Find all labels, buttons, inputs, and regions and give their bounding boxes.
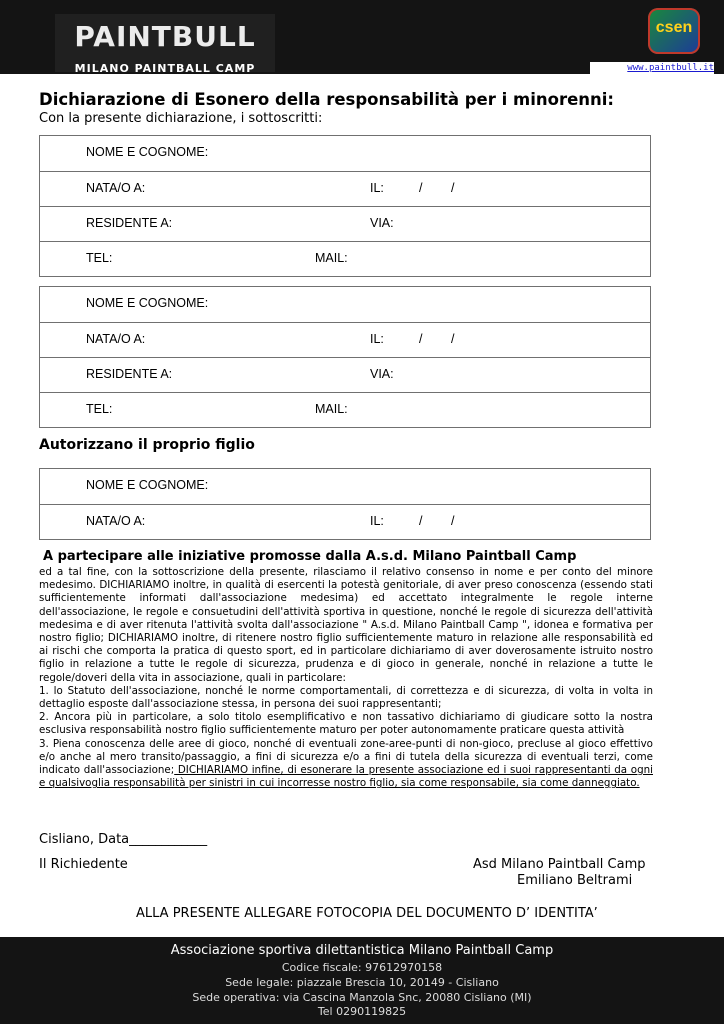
csen-logo-text: csen bbox=[655, 19, 693, 36]
name-row[interactable] bbox=[40, 136, 650, 171]
date-separator: / bbox=[451, 332, 455, 346]
residence-label: RESIDENTE A: bbox=[86, 367, 173, 381]
phone-label: TEL: bbox=[86, 251, 113, 265]
name-row[interactable] bbox=[40, 287, 650, 322]
street-label: VIA: bbox=[370, 216, 394, 230]
footer-legal-address: Sede legale: piazzale Brescia 10, 20149 - Cisliano bbox=[225, 976, 499, 989]
birthplace-label: NATA/O A: bbox=[86, 181, 146, 195]
authorize-heading: Autorizzano il proprio figlio bbox=[39, 437, 255, 453]
email-label: MAIL: bbox=[315, 402, 348, 416]
attach-note: ALLA PRESENTE ALLEGARE FOTOCOPIA DEL DOCUMENTO D’ IDENTITA’ bbox=[136, 906, 598, 921]
residence-label: RESIDENTE A: bbox=[86, 216, 173, 230]
signer-name: Emiliano Beltrami bbox=[517, 873, 633, 888]
residence-row[interactable] bbox=[40, 357, 650, 392]
declaration-item-1: 1. lo Statuto dell'associazione, nonché le norme comportamentali, di correttezza e di sicurezza, di volta in volta in dettaglio esposte dall'associazione stessa, in persona dei suoi rappresentanti; bbox=[39, 684, 653, 711]
paintbull-logo bbox=[55, 14, 275, 75]
date-separator: / bbox=[419, 332, 423, 346]
birthplace-label: NATA/O A: bbox=[86, 514, 146, 528]
birth-row[interactable] bbox=[40, 322, 650, 357]
footer-operating-address: Sede operativa: via Cascina Manzola Snc, 20080 Cisliano (MI) bbox=[192, 991, 532, 1004]
participate-heading: A partecipare alle iniziative promosse dalla A.s.d. Milano Paintball Camp bbox=[43, 549, 577, 564]
child-form bbox=[39, 468, 651, 540]
name-label: NOME E COGNOME: bbox=[86, 145, 209, 159]
email-label: MAIL: bbox=[315, 251, 348, 265]
association-name: Asd Milano Paintball Camp bbox=[473, 857, 646, 872]
date-separator: / bbox=[451, 514, 455, 528]
declaration-body bbox=[39, 566, 653, 790]
birthdate-label: IL: bbox=[370, 181, 384, 195]
document-title: Dichiarazione di Esonero della responsabilità per i minorenni: bbox=[39, 90, 615, 109]
street-label: VIA: bbox=[370, 367, 394, 381]
place-date-field[interactable]: Cisliano, Data____________ bbox=[39, 832, 208, 847]
date-separator: / bbox=[419, 181, 423, 195]
birthdate-label: IL: bbox=[370, 514, 384, 528]
declaration-item-3 bbox=[39, 738, 653, 791]
birth-row[interactable] bbox=[40, 171, 650, 206]
exemption-clause: DICHIARIAMO infine, di esonerare la presente associazione ed i suoi rappresentanti da ogni e qualsivoglia responsabilità per sinistri in cui incorresse nostro figlio, sia come responsabile, sia come danneggiato. bbox=[39, 764, 653, 790]
birth-row[interactable] bbox=[40, 504, 650, 539]
page-footer bbox=[0, 937, 724, 1024]
date-separator: / bbox=[419, 514, 423, 528]
declaration-item-2: 2. Ancora più in particolare, a solo titolo esemplificativo e non tassativo dichiariamo di giudicare sotto la nostra esclusiva responsabilità nostro figlio sufficientemente maturo per poter autonomamente praticare questa attività bbox=[39, 711, 653, 737]
declaration-paragraph: ed a tal fine, con la sottoscrizione della presente, rilasciamo il relativo consenso in nome e per conto del minore medesimo. DICHIARIAMO inoltre, in qualità di esercenti la potestà genitoriale, di aver preso conoscenza (essendo stati sufficientemente informati dall'associazione medesima) ed accettato integralmente le regole interne dell'associazione, le regole e consuetudini dell'attività sportiva in questione, nonché le regole di sicurezza dell'attività medesima e di aver ritenuta l'attività svolta dall'associazione " A.s.d. Milano Paintball Camp ", idonea e formativa per nostro figlio; DICHIARIAMO inoltre, di ritenere nostro figlio sufficientemente maturo in relazione alle responsabilità ed ai rischi che comporta la pratica di questo sport, ed in particolare dichiariamo di aver doverosamente istruito nostro figlio in relazione a tutte le regole di sicurezza, prudenza e di gioco in generale, nonché in relazione a tutte le regole/doveri della vita in associazione, quali in particolare: bbox=[39, 566, 653, 684]
logo-subtitle: MILANO PAINTBALL CAMP bbox=[74, 62, 256, 75]
parent-1-form bbox=[39, 135, 651, 277]
intro-text: Con la presente dichiarazione, i sottoscritti: bbox=[39, 111, 323, 126]
name-label: NOME E COGNOME: bbox=[86, 478, 209, 492]
footer-fiscal-code: Codice fiscale: 97612970158 bbox=[281, 961, 443, 974]
requester-label: Il Richiedente bbox=[39, 857, 128, 872]
parent-2-form bbox=[39, 286, 651, 428]
declaration-item-3-text: 3. Piena conoscenza delle aree di gioco, nonché di eventuali zone-aree-punti di non-gioco, precluse al gioco effettivo e/o anche al mero transito/passaggio, a fini di sicurezza e/o a fini di tutela della sicurezza di eventuali terzi, come indicato dall'associazione; bbox=[39, 737, 653, 777]
name-row[interactable] bbox=[40, 469, 650, 504]
logo-title: PAINTBULL bbox=[74, 20, 256, 53]
phone-label: TEL: bbox=[86, 402, 113, 416]
date-separator: / bbox=[451, 181, 455, 195]
residence-row[interactable] bbox=[40, 206, 650, 241]
footer-association: Associazione sportiva dilettantistica Milano Paintball Camp bbox=[170, 943, 554, 958]
name-label: NOME E COGNOME: bbox=[86, 296, 209, 310]
contact-row[interactable] bbox=[40, 241, 650, 276]
website-link[interactable]: www.paintbull.it bbox=[590, 62, 714, 74]
contact-row[interactable] bbox=[40, 392, 650, 427]
footer-phone: Tel 0290119825 bbox=[317, 1005, 407, 1018]
birthdate-label: IL: bbox=[370, 332, 384, 346]
birthplace-label: NATA/O A: bbox=[86, 332, 146, 346]
csen-logo bbox=[648, 8, 700, 54]
